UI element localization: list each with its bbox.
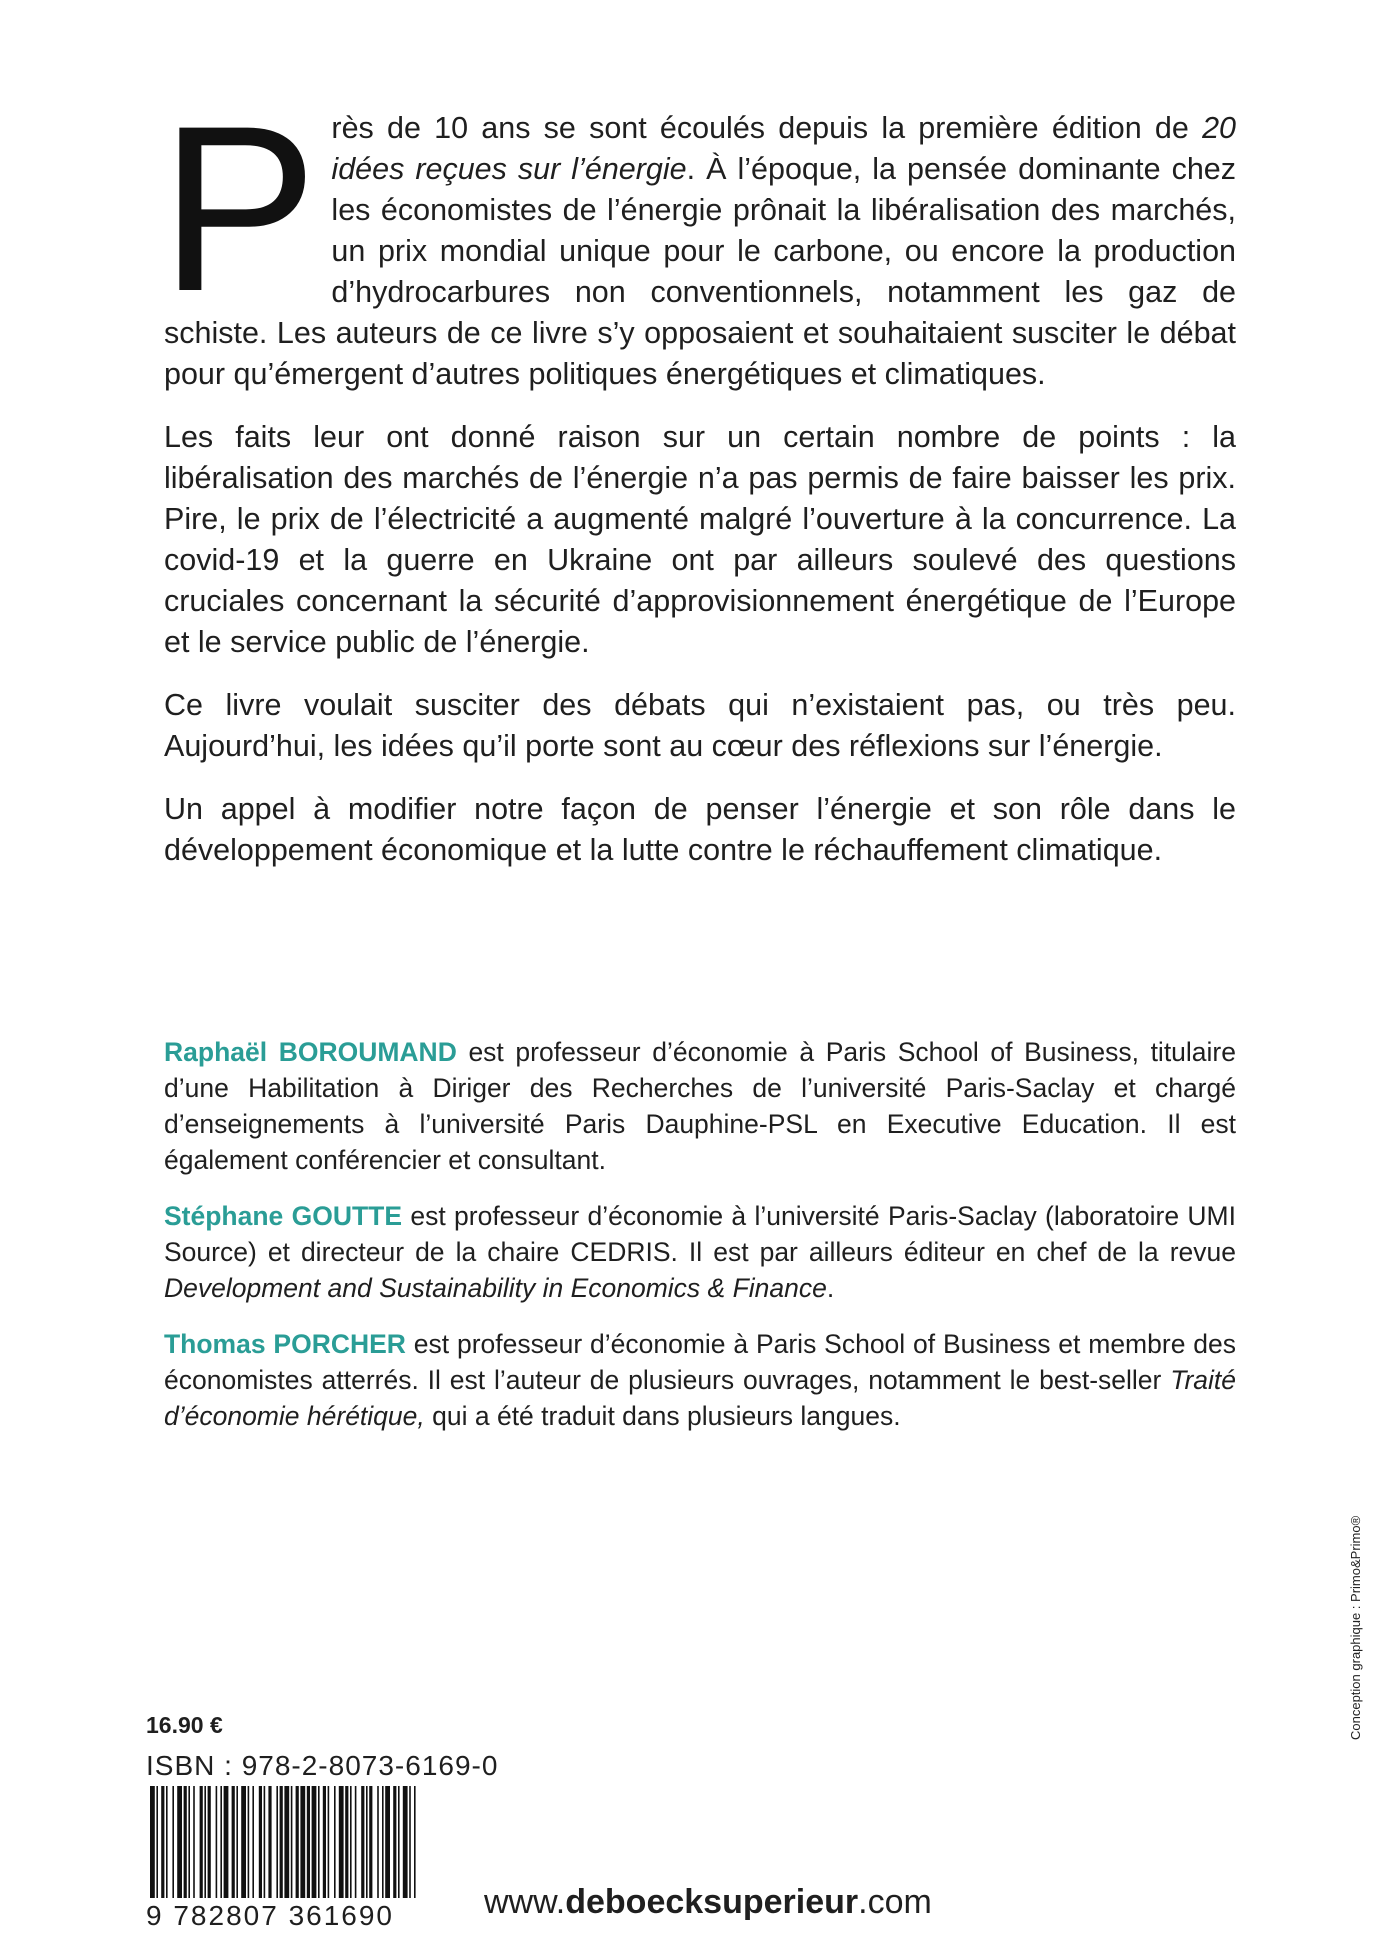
book-title-heretique: Traité d’économie hérétique, bbox=[164, 1365, 1236, 1431]
barcode-bar bbox=[188, 1786, 190, 1898]
isbn: ISBN : 978-2-8073-6169-0 bbox=[146, 1750, 499, 1781]
drop-cap: P bbox=[160, 77, 318, 341]
barcode-bar bbox=[166, 1786, 168, 1898]
barcode-bar bbox=[248, 1786, 250, 1898]
barcode-bar bbox=[414, 1786, 416, 1898]
barcode-bar bbox=[382, 1786, 384, 1898]
barcode-bar bbox=[350, 1786, 352, 1898]
barcode-bar bbox=[236, 1786, 238, 1898]
author-name: Raphaël BOROUMAND bbox=[164, 1037, 457, 1067]
barcode-bar bbox=[312, 1786, 317, 1898]
barcode-bar bbox=[177, 1786, 182, 1898]
price: 16.90 € bbox=[146, 1712, 223, 1738]
barcode-bar bbox=[208, 1786, 211, 1898]
journal-title: Development and Sustainability in Economics & Finance bbox=[164, 1273, 827, 1303]
barcode-bar bbox=[276, 1786, 278, 1898]
barcode-icon bbox=[150, 1786, 420, 1898]
barcode-bar bbox=[385, 1786, 390, 1898]
barcode-bar bbox=[318, 1786, 320, 1898]
barcode-bar bbox=[232, 1786, 235, 1898]
author-bio-goutte: Stéphane GOUTTE est professeur d’économie à l’université Paris-Saclay (laboratoire UMI Source) et directeur de la chaire CEDRIS. Il est par ailleurs éditeur en chef de la revue Development and Sustainability in Economics & Finance. bbox=[164, 1201, 1236, 1303]
barcode-bar bbox=[204, 1786, 206, 1898]
barcode-bar bbox=[172, 1786, 174, 1898]
barcode-bar bbox=[377, 1786, 379, 1898]
barcode-bar bbox=[150, 1786, 155, 1898]
barcode-bar bbox=[361, 1786, 364, 1898]
barcode-bar bbox=[161, 1786, 164, 1898]
author-bios bbox=[164, 1034, 1236, 1454]
barcode-bar bbox=[366, 1786, 368, 1898]
barcode-number: 9 782807 361690 bbox=[146, 1900, 394, 1931]
barcode-bar bbox=[252, 1786, 254, 1898]
barcode-bar bbox=[268, 1786, 271, 1898]
barcode-bar bbox=[241, 1786, 246, 1898]
author-name: Stéphane GOUTTE bbox=[164, 1201, 403, 1231]
barcode-bar bbox=[296, 1786, 299, 1898]
barcode-bar bbox=[369, 1786, 372, 1898]
author-bio-porcher: Thomas PORCHER est professeur d’économie à Paris School of Business et membre des économistes atterrés. Il est l’auteur de plusieurs ouvrages, notamment le best-seller Traité d’économie hérétique, qui a été traduit dans plusieurs langues. bbox=[164, 1329, 1236, 1431]
barcode-bar bbox=[398, 1786, 400, 1898]
barcode-bar bbox=[393, 1786, 396, 1898]
publisher-website: www.deboecksuperieur.com bbox=[484, 1883, 932, 1921]
barcode-bar bbox=[403, 1786, 408, 1898]
barcode-bar bbox=[339, 1786, 344, 1898]
barcode-bar bbox=[220, 1786, 222, 1898]
barcode-bar bbox=[264, 1786, 266, 1898]
barcode-bar bbox=[216, 1786, 218, 1898]
barcode-bar bbox=[280, 1786, 283, 1898]
barcode-bar bbox=[345, 1786, 348, 1898]
barcode-bar bbox=[156, 1786, 158, 1898]
barcode-bar bbox=[334, 1786, 336, 1898]
back-cover-blurb bbox=[160, 77, 1236, 893]
barcode-bar bbox=[300, 1786, 305, 1898]
barcode-bar bbox=[284, 1786, 289, 1898]
barcode-bar bbox=[200, 1786, 203, 1898]
barcode-bar bbox=[259, 1786, 262, 1898]
barcode-bar bbox=[409, 1786, 411, 1898]
book-title: 20 idées reçues sur l’énergie bbox=[331, 111, 1236, 186]
blurb-paragraph-4: Un appel à modifier notre façon de penser l’énergie et son rôle dans le développement économique et la lutte contre le réchauffement climatique. bbox=[164, 792, 1236, 867]
author-name: Thomas PORCHER bbox=[164, 1329, 406, 1359]
barcode-bar bbox=[323, 1786, 326, 1898]
barcode-bar bbox=[224, 1786, 229, 1898]
design-credit: Conception graphique : Primo&Primo® bbox=[1348, 1515, 1363, 1740]
blurb-paragraph-1: Près de 10 ans se sont écoulés depuis la première édition de 20 idées reçues sur l’énergie. À l’époque, la pensée dominante chez les économistes de l’énergie prônait la libéralisation des marchés, un prix mondial unique pour le carbone, ou encore la production d’hydrocarbures non conventionnels, notamment les gaz de schiste. Les auteurs de ce livre s’y opposaient et souhaitaient susciter le débat pour qu’émergent d’autres politiques énergétiques et climatiques. bbox=[160, 77, 1236, 391]
barcode-bar bbox=[307, 1786, 310, 1898]
barcode-bar bbox=[328, 1786, 330, 1898]
barcode-bar bbox=[355, 1786, 357, 1898]
author-bio-boroumand: Raphaël BOROUMAND est professeur d’économie à Paris School of Business, titulaire d’une Habilitation à Diriger des Recherches de l’université Paris-Saclay et chargé d’enseignements à l’université Paris Dauphine-PSL en Executive Education. Il est également conférencier et consultant. bbox=[164, 1037, 1236, 1175]
blurb-paragraph-3: Ce livre voulait susciter des débats qui n’existaient pas, ou très peu. Aujourd’hui, les idées qu’il porte sont au cœur des réflexions sur l’énergie. bbox=[164, 688, 1236, 763]
barcode-bar bbox=[184, 1786, 187, 1898]
barcode-bar bbox=[193, 1786, 195, 1898]
blurb-paragraph-2: Les faits leur ont donné raison sur un certain nombre de points : la libéralisation des marchés de l’énergie n’a pas permis de faire baisser les prix. Pire, le prix de l’électricité a augmenté malgré l’ouverture à la concurrence. La covid-19 et la guerre en Ukraine ont par ailleurs soulevé des questions cruciales concernant la sécurité d’approvisionnement énergétique de l’Europe et le service public de l’énergie. bbox=[164, 420, 1236, 659]
barcode-bar bbox=[291, 1786, 293, 1898]
